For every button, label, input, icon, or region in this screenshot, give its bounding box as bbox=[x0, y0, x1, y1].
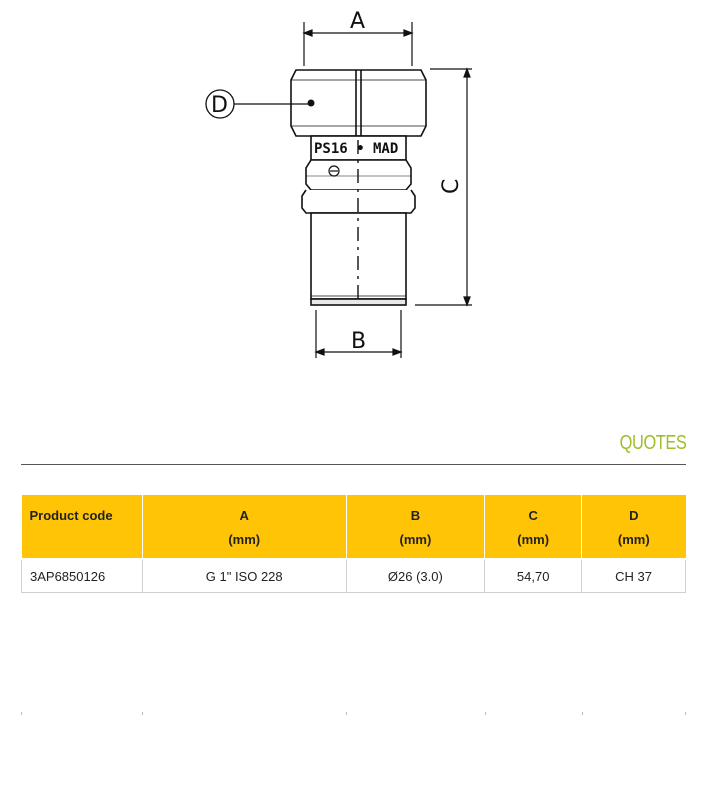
table-row bbox=[22, 559, 686, 593]
dimension-b-label: B bbox=[351, 329, 367, 354]
section-divider bbox=[21, 464, 686, 465]
fitting-marking: PS16 • MAD bbox=[314, 141, 399, 157]
nut-point-d bbox=[308, 100, 315, 107]
cell-c: 54,70 bbox=[485, 559, 582, 593]
dimension-a-label: A bbox=[350, 9, 366, 34]
table-column-ticks bbox=[21, 712, 686, 716]
header-b: B (mm) bbox=[346, 495, 485, 559]
cell-b: Ø26 (3.0) bbox=[346, 559, 485, 593]
header-a: A (mm) bbox=[142, 495, 346, 559]
header-d: D (mm) bbox=[582, 495, 686, 559]
dimension-d-label: D bbox=[211, 93, 228, 118]
product-spec-table bbox=[21, 495, 686, 593]
fitting-technical-drawing bbox=[0, 0, 706, 380]
cell-product-code: 3AP6850126 bbox=[22, 559, 143, 593]
table-header-row bbox=[22, 495, 686, 559]
quotes-heading: QUOTES bbox=[619, 432, 686, 454]
header-c: C (mm) bbox=[485, 495, 582, 559]
cell-a: G 1" ISO 228 bbox=[142, 559, 346, 593]
header-product-code: Product code bbox=[22, 495, 143, 559]
cell-d: CH 37 bbox=[582, 559, 686, 593]
dimension-c-label: C bbox=[439, 178, 464, 194]
